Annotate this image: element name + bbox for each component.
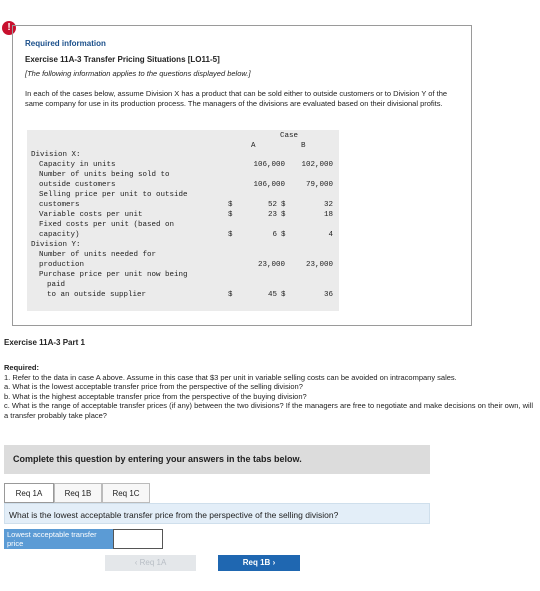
- prev-req-label: Req 1A: [139, 558, 167, 567]
- cell-fixed-costs-b-dollar: $: [281, 231, 286, 239]
- division-y-label: Division Y:: [31, 241, 81, 249]
- row-label-purchase-price-3: to an outside supplier: [47, 291, 147, 299]
- cell-capacity-a: 106,000: [253, 161, 285, 169]
- required-line-c: c. What is the range of acceptable transfer prices (if any) between the two divisions? If the managers are free to negotiate and make decisions on their own, will a transfer probably take place?: [4, 401, 534, 420]
- cell-units-sold-b: 79,000: [305, 181, 333, 189]
- cell-purchase-price-a-dollar: $: [228, 291, 233, 299]
- cell-purchase-price-b-dollar: $: [281, 291, 286, 299]
- cell-fixed-costs-b: 4: [328, 231, 333, 239]
- row-label-fixed-costs-1: Fixed costs per unit (based on: [39, 221, 175, 229]
- next-req-label: Req 1B: [242, 558, 271, 567]
- cell-variable-costs-a: 23: [267, 211, 277, 219]
- cell-capacity-b: 102,000: [301, 161, 333, 169]
- chevron-left-icon: ‹: [134, 558, 138, 567]
- prev-req-button[interactable]: [105, 555, 196, 571]
- info-note: [The following information applies to the questions displayed below.]: [25, 69, 251, 78]
- row-label-selling-price-2: customers: [39, 201, 80, 209]
- cell-selling-price-b-dollar: $: [281, 201, 286, 209]
- row-label-units-sold-1: Number of units being sold to: [39, 171, 170, 179]
- required-line-a: a. What is the lowest acceptable transfer price from the perspective of the selling division?: [4, 382, 303, 391]
- tab-req-1b[interactable]: Req 1B: [54, 483, 102, 503]
- cell-variable-costs-a-dollar: $: [228, 211, 233, 219]
- cell-variable-costs-b-dollar: $: [281, 211, 286, 219]
- cell-purchase-price-a: 45: [267, 291, 277, 299]
- cell-variable-costs-b: 18: [323, 211, 333, 219]
- division-x-label: Division X:: [31, 151, 81, 159]
- col-header-a: A: [251, 142, 256, 150]
- part-heading: Exercise 11A-3 Part 1: [4, 338, 85, 347]
- cell-units-needed-a: 23,000: [257, 261, 285, 269]
- row-label-selling-price-1: Selling price per unit to outside: [39, 191, 188, 199]
- chevron-right-icon: ›: [272, 558, 276, 567]
- cell-selling-price-a-dollar: $: [228, 201, 233, 209]
- exercise-title: Exercise 11A-3 Transfer Pricing Situations [LO11-5]: [25, 55, 220, 64]
- row-label-fixed-costs-2: capacity): [39, 231, 80, 239]
- col-header-b: B: [301, 142, 306, 150]
- panel-title: Required information: [25, 39, 106, 48]
- required-information-panel: [12, 25, 472, 326]
- cell-units-sold-a: 106,000: [253, 181, 285, 189]
- alert-icon: !: [2, 21, 16, 35]
- next-req-button[interactable]: [218, 555, 300, 571]
- row-label-capacity: Capacity in units: [39, 161, 116, 169]
- required-section: [4, 363, 534, 420]
- complete-prompt: Complete this question by entering your answers in the tabs below.: [4, 445, 430, 474]
- intro-text: In each of the cases below, assume Division X has a product that can be sold either to outside customers or to Division Y of the same company for use in its production process. The managers of the divisions are evaluated based on their divisional profits.: [25, 89, 448, 108]
- row-label-units-needed-2: production: [39, 261, 85, 269]
- tab-req-1c[interactable]: Req 1C: [102, 483, 150, 503]
- lowest-transfer-price-input[interactable]: [113, 529, 163, 549]
- required-line-b: b. What is the highest acceptable transfer price from the perspective of the buying division?: [4, 391, 307, 401]
- cell-fixed-costs-a-dollar: $: [228, 231, 233, 239]
- row-label-variable-costs: Variable costs per unit: [39, 211, 143, 219]
- cell-fixed-costs-a: 6: [272, 231, 277, 239]
- cell-selling-price-b: 32: [323, 201, 333, 209]
- row-label-units-needed-1: Number of units needed for: [39, 251, 157, 259]
- cell-units-needed-b: 23,000: [305, 261, 333, 269]
- answer-label: Lowest acceptable transfer price: [4, 529, 113, 549]
- question-text: What is the lowest acceptable transfer price from the perspective of the selling division?: [4, 503, 430, 524]
- required-line-1: 1. Refer to the data in case A above. Assume in this case that $3 per unit in variable selling costs can be avoided on intracompany sales.: [4, 372, 457, 382]
- row-label-purchase-price-2: paid: [47, 281, 66, 289]
- case-header: Case: [280, 132, 299, 140]
- required-label: Required:: [4, 363, 40, 372]
- case-data-table: [27, 130, 339, 311]
- cell-purchase-price-b: 36: [323, 291, 333, 299]
- tab-req-1a[interactable]: Req 1A: [4, 483, 54, 503]
- row-label-units-sold-2: outside customers: [39, 181, 116, 189]
- row-label-purchase-price-1: Purchase price per unit now being: [39, 271, 188, 279]
- cell-selling-price-a: 52: [267, 201, 277, 209]
